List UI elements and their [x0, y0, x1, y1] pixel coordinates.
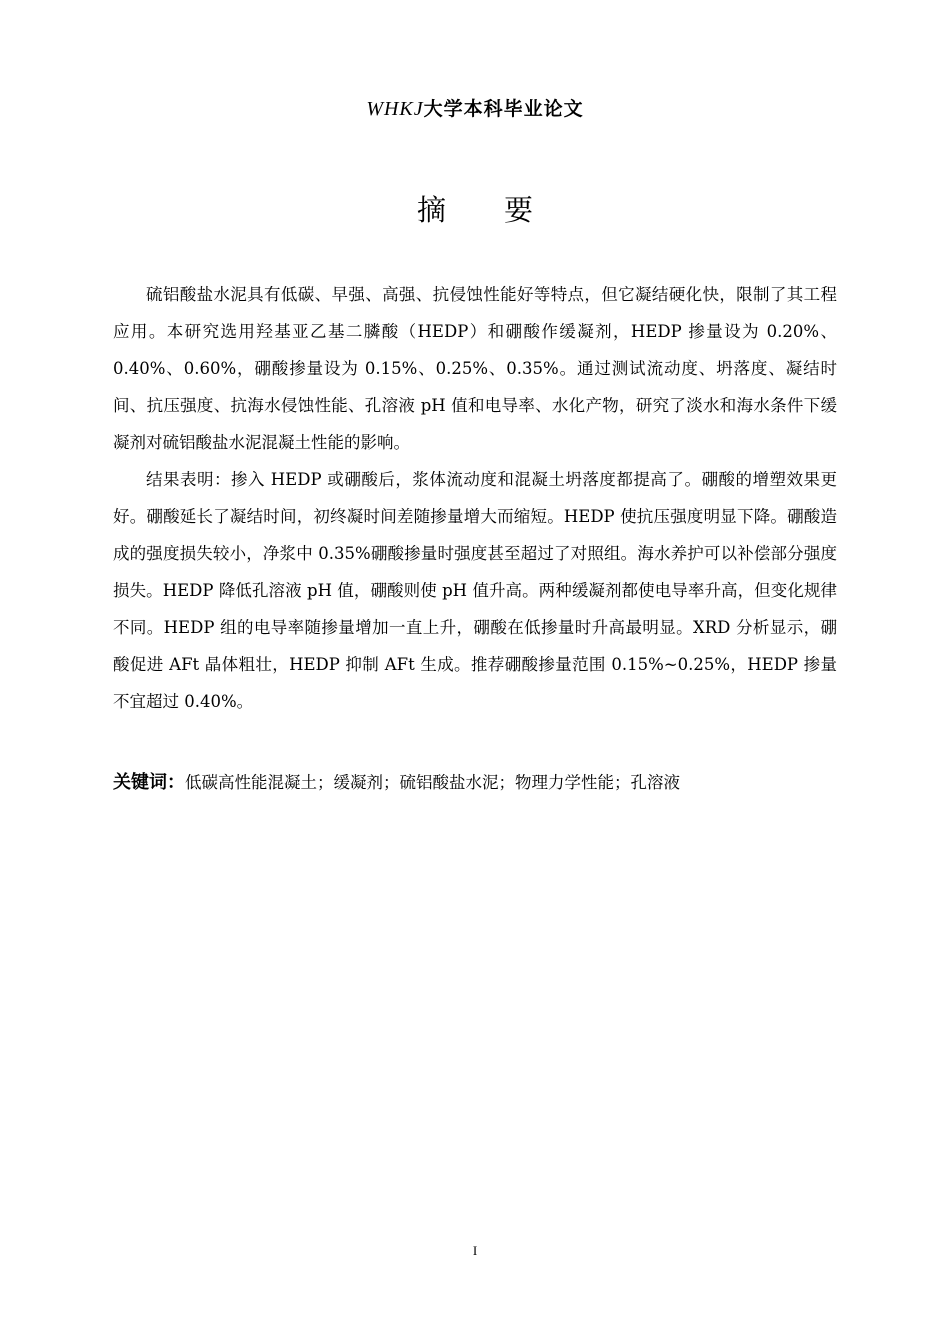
abstract-paragraph-2: 结果表明：掺入 HEDP 或硼酸后，浆体流动度和混凝土坍落度都提高了。硼酸的增塑效果更好。硼酸延长了凝结时间，初终凝时间差随掺量增大而缩短。HEDP 使抗压强度明显下降。硼酸造成的强度损失较小，净浆中 0.35%硼酸掺量时强度甚至超过了对照组。海水养护可以补偿部分强度损失。HEDP 降低孔溶液 pH 值，硼酸则使 pH 值升高。两种缓凝剂都使电导率升高，但变化规律不同。HEDP 组的电导率随掺量增加一直上升，硼酸在低掺量时升高最明显。XRD 分析显示，硼酸促进 AFt 晶体粗壮，HEDP 抑制 AFt 生成。推荐硼酸掺量范围 0.15%~0.25%，HEDP 掺量不宜超过 0.40%。	[113, 470, 837, 711]
running-header	[0, 94, 950, 121]
header-thesis-label: 大学本科毕业论文	[423, 98, 584, 120]
keywords-line	[113, 768, 837, 798]
header-school-name: WHKJ	[366, 98, 424, 120]
keywords-text: 低碳高性能混凝土；缓凝剂；硫铝酸盐水泥；物理力学性能；孔溶液	[185, 773, 680, 792]
keywords-label: 关键词：	[113, 772, 185, 793]
page-number: I	[472, 1243, 478, 1258]
abstract-body	[113, 276, 837, 720]
abstract-paragraph-1: 硫铝酸盐水泥具有低碳、早强、高强、抗侵蚀性能好等特点，但它凝结硬化快，限制了其工程应用。本研究选用羟基亚乙基二膦酸（HEDP）和硼酸作缓凝剂，HEDP 掺量设为 0.20%、0.40%、0.60%，硼酸掺量设为 0.15%、0.25%、0.35%。通过测试流动度、坍落度、凝结时间、抗压强度、抗海水侵蚀性能、孔溶液 pH 值和电导率、水化产物，研究了淡水和海水条件下缓凝剂对硫铝酸盐水泥混凝土性能的影响。	[113, 285, 837, 452]
abstract-title: 摘要	[416, 193, 591, 227]
